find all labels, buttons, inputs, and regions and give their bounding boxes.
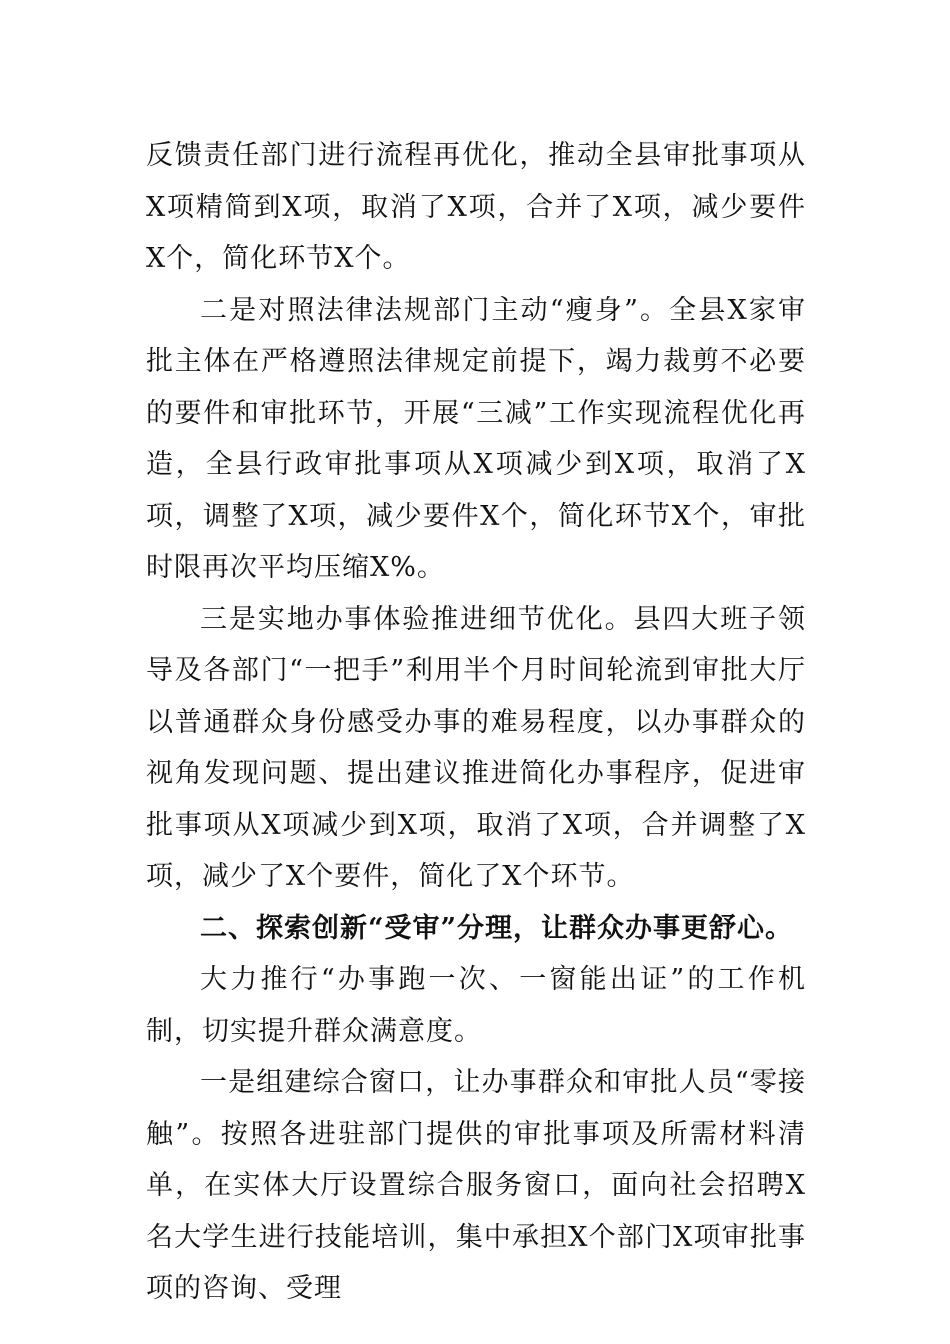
- paragraph-point-two: 二是对照法律法规部门主动“瘦身”。全县X家审批主体在严格遵照法律规定前提下，竭力裁剪不必要的要件和审批环节，开展“三减”工作实现流程优化再造，全县行政审批事项从X项减少到X项，取消了X项，调整了X项，减少要件X个，简化环节X个，审批时限再次平均压缩X%。: [146, 294, 806, 583]
- paragraph-continuation: 反馈责任部门进行流程再优化，推动全县审批事项从X项精简到X项，取消了X项，合并了X项，减少要件X个，简化环节X个。: [146, 140, 806, 274]
- paragraph-section-intro: 大力推行“办事跑一次、一窗能出证”的工作机制，切实提升群众满意度。: [146, 964, 806, 1047]
- section-heading: 二、探索创新“受审”分理，让群众办事更舒心。: [200, 912, 794, 944]
- paragraph-point-one: 一是组建综合窗口，让办事群众和审批人员“零接触”。按照各进驻部门提供的审批事项及所需材料清单，在实体大厅设置综合服务窗口，面向社会招聘X名大学生进行技能培训，集中承担X个部门X项审批事项的咨询、受理: [146, 1067, 806, 1304]
- document-body: [146, 130, 806, 1315]
- paragraph-point-three: 三是实地办事体验推进细节优化。县四大班子领导及各部门“一把手”利用半个月时间轮流到审批大厅以普通群众身份感受办事的难易程度，以办事群众的视角发现问题、提出建议推进简化办事程序，促进审批事项从X项减少到X项，取消了X项，合并调整了X项，减少了X个要件，简化了X个环节。: [146, 603, 806, 892]
